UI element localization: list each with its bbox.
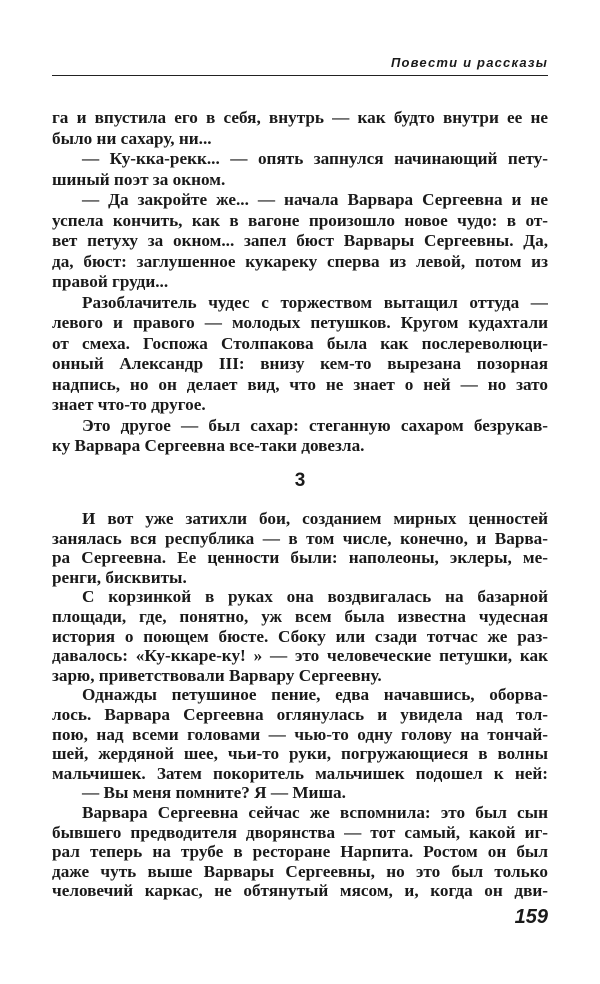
text-line: от смеха. Госпожа Столпакова была как послереволюци- xyxy=(52,333,548,353)
text-line: ренги, бисквиты. xyxy=(52,567,187,587)
text-line: давалось: «Ку-ккаре-ку! » — это человеческие петушки, как xyxy=(52,646,548,666)
running-head: Повести и рассказы xyxy=(390,55,548,70)
text-line: — Ку-кка-рекк... — опять запнулся начинающий пету- xyxy=(82,149,548,168)
text-line: шей, жердяной шее, чьи-то руки, погружающиеся в волны xyxy=(52,744,548,764)
text-line: левого и правого — молодых петушков. Кругом кудахтали xyxy=(52,313,548,332)
chapter-number: 3 xyxy=(294,470,306,491)
text-line: площади, где, понятно, уж всем была известна чудесная xyxy=(52,606,548,626)
text-line: даже чуть выше Варвары Сергеевны, но это был только xyxy=(52,861,548,881)
text-line: зарю, приветствовали Варвару Сергеевну. xyxy=(52,665,382,685)
text-line: вет петуху за окном... запел бюст Варвары Сергеевны. Да, xyxy=(52,231,548,250)
text-line: человечий каркас, не обтянутый мясом, и, когда он дви- xyxy=(52,881,548,901)
text-line: Это другое — был сахар: стеганную сахаром безрукав- xyxy=(82,415,548,435)
text-line: было ни сахару, ни... xyxy=(52,128,212,148)
text-line: — Вы меня помните? Я — Миша. xyxy=(82,783,346,803)
text-line: да, бюст: заглушенное кукареку сперва из левой, потом из xyxy=(52,251,548,271)
text-line: ра Сергеевна. Ее ценности были: наполеоны, эклеры, ме- xyxy=(52,548,548,568)
text-block-1 xyxy=(52,108,548,457)
text-line: га и впустила его в себя, внутрь — как будто внутри ее не xyxy=(52,108,548,127)
text-line: мальчишек. Затем покоритель мальчишек подошел к ней: xyxy=(52,763,548,783)
text-line: занялась вся республика — в том числе, конечно, и Варва- xyxy=(52,528,548,548)
text-line: бывшего предводителя дворянства — тот самый, какой иг- xyxy=(52,822,548,842)
text-line: правой груди... xyxy=(52,272,169,291)
text-line: шиный поэт за окном. xyxy=(52,169,226,189)
text-block-2 xyxy=(52,509,548,901)
text-line: С корзинкой в руках она воздвигалась на базарной xyxy=(82,587,548,607)
text-line: надпись, но он делает вид, что не знает о ней — но зато xyxy=(52,374,548,394)
text-line: успела кончить, как в вагоне произошло новое чудо: в от- xyxy=(52,210,548,230)
text-line: Однажды петушиное пение, едва начавшись, оборва- xyxy=(82,685,548,705)
text-line: И вот уже затихли бои, созданием мирных ценностей xyxy=(82,509,548,528)
text-line: рал теперь на трубе в ресторане Нарпита. Ростом он был xyxy=(52,842,548,862)
text-line: история о поющем бюсте. Сбоку или сзади тотчас же раз- xyxy=(52,626,548,646)
text-line: Варвара Сергеевна сейчас же вспомнила: это был сын xyxy=(82,802,548,822)
text-line: лось. Варвара Сергеевна оглянулась и увидела над тол- xyxy=(52,704,548,724)
text-line: пою, над всеми головами — чью-то одну голову на тончай- xyxy=(52,724,548,744)
text-line: Разоблачитель чудес с торжеством вытащил оттуда — xyxy=(82,292,548,312)
text-line: онный Александр III: внизу кем-то вырезана позорная xyxy=(52,354,548,373)
text-line: знает что-то другое. xyxy=(52,395,206,414)
header-rule xyxy=(52,75,548,76)
page-number: 159 xyxy=(514,906,548,928)
text-line: ку Варвара Сергеевна все-таки довезла. xyxy=(52,436,365,455)
text-line: — Да закройте же... — начала Варвара Сергеевна и не xyxy=(82,190,548,209)
